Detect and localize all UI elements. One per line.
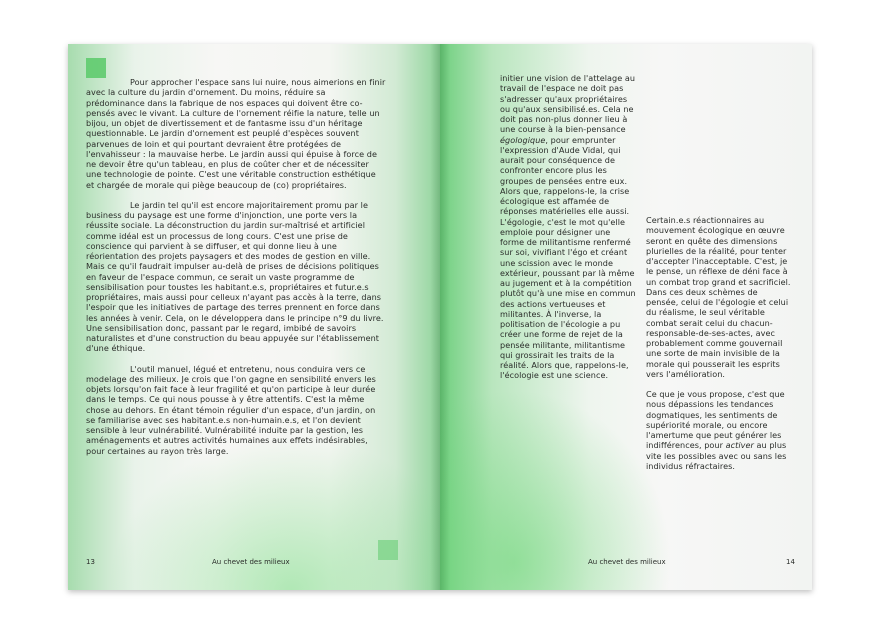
right-column-1 <box>500 73 636 381</box>
paragraph: initier une vision de l'attelage au travail de l'espace ne doit pas s'adresser qu'aux propriétaires ou qu'aux sensibilisé.es. Cela ne doit pas non-plus donner lieu à une course à la bien-pensance égologique, pour emprunter l'expression d'Aude Vidal, qui aurait pour conséquence de confronter encore plus les groupes de pensées entre eux. Alors que, rappelons-le, la crise écologique est affamée de réponses matérielles elle aussi. L'égologie, c'est le mot qu'elle emploie pour désigner une forme de militantisme renfermé sur soi, vivifiant l'égo et créant une scission avec le monde extérieur, poussant par là même au jugement et à la compétition plutôt qu'à une mise en commun des actions vertueuses et militantes. À l'inverse, la politisation de l'écologie a pu créer une forme de rejet de la pensée militante, militantisme qui grossirait les traits de la réalité. Alors que, rappelons-le, l'écologie est une science. <box>500 73 636 381</box>
paragraph: Le jardin tel qu'il est encore majoritairement promu par le business du paysage est une forme d'injonction, une porte vers la réussite sociale. La déconstruction du jardin sur-maîtrisé et artificiel comme idéal est un processus de long cours. C'est une prise de conscience qui parvient à se diffuser, et qui donne lieu à une réorientation des projets paysagers et des modes de gestion en ville. Mais ce qu'il faudrait impulser au-delà de prises de décisions politiques en faveur de l'espace commun, ce serait un vaste programme de sensibilisation pour toustes les habitant.e.s, propriétaires et futur.e.s propriétaires, mais aussi pour celleux n'ayant pas accès à la terre, dans l'espoir que les initiatives de partage des terres prennent en force dans les années à venir. Cela, on le développera dans le principe n°9 du livre. Une sensibilisation donc, passant par le regard, imbibé de savoirs naturalistes et d'une construction du beau appuyée sur l'établissement d'une éthique. <box>86 199 384 354</box>
left-body-text <box>86 77 386 456</box>
green-square-marker <box>378 540 398 560</box>
book-spread <box>68 44 812 590</box>
paragraph: Pour approcher l'espace sans lui nuire, nous aimerions en finir avec la culture du jardin d'ornement. Du moins, réduire sa prédominance dans la fabrique de nos espaces qui doivent être co-pensés avec le vivant. La culture de l'ornement réifie la nature, telle un bijou, un objet de divertissement et de fantasme issu d'un héritage questionnable. Le jardin d'ornement est peuplé d'espèces souvent parvenues de loin et qui pourtant devraient être protégées de l'envahisseur : la mauvaise herbe. Le jardin aussi qui épuise à force de ne devoir être qu'un tableau, en plus de coûter cher et de nécessiter une technologie de pointe. C'est une véritable construction esthétique et chargée de morale qui piège beaucoup de (co) propriétaires. <box>86 77 386 190</box>
right-column-2 <box>646 215 792 471</box>
paragraph: L'outil manuel, légué et entretenu, nous conduira vers ce modelage des milieux. Je crois que l'on gagne en sensibilité envers les objets lorsqu'on fait face à leur fragilité et qu'on participe à leur durée dans le temps. Ce qui nous pousse à y être attentifs. C'est la même chose au dehors. En étant témoin régulier d'un espace, d'un jardin, on se familiarise avec ses habitant.e.s non-humain.e.s, et l'on devient sensible à leur vulnérabilité. Vulnérabilité induite par la gestion, les aménagements et autres activités humaines aux effets indésirables, pour certaines au rayon très large. <box>86 363 376 456</box>
page-number: 13 <box>86 558 95 566</box>
paragraph: Ce que je vous propose, c'est que nous dépassions les tendances dogmatiques, les sentiments de supériorité morale, ou encore l'amertume que peut générer les indifférences, pour activer au plus vite les possibles avec ou sans les individus réfractaires. <box>646 389 787 471</box>
italic-term: activer <box>725 440 754 451</box>
right-page <box>440 44 812 590</box>
green-square-marker <box>86 58 106 78</box>
left-page <box>68 44 440 590</box>
page-number: 14 <box>786 558 795 566</box>
paragraph: Certain.e.s réactionnaires au mouvement écologique en œuvre seront en quête des dimensions plurielles de la réalité, pour tenter d'accepter l'inacceptable. C'est, je le pense, un réflexe de déni face à un combat trop grand et sacrificiel. Dans ces deux schèmes de pensée, celui de l'égologie et celui du réalisme, le seul véritable combat serait celui du chacun-responsable-de-ses-actes, avec probablement comme gouvernail une sorte de main invisible de la morale qui pousserait les esprits vers l'amélioration. <box>646 215 791 379</box>
running-head: Au chevet des milieux <box>212 558 290 566</box>
running-head: Au chevet des milieux <box>588 558 666 566</box>
italic-term: égologique <box>500 134 546 145</box>
